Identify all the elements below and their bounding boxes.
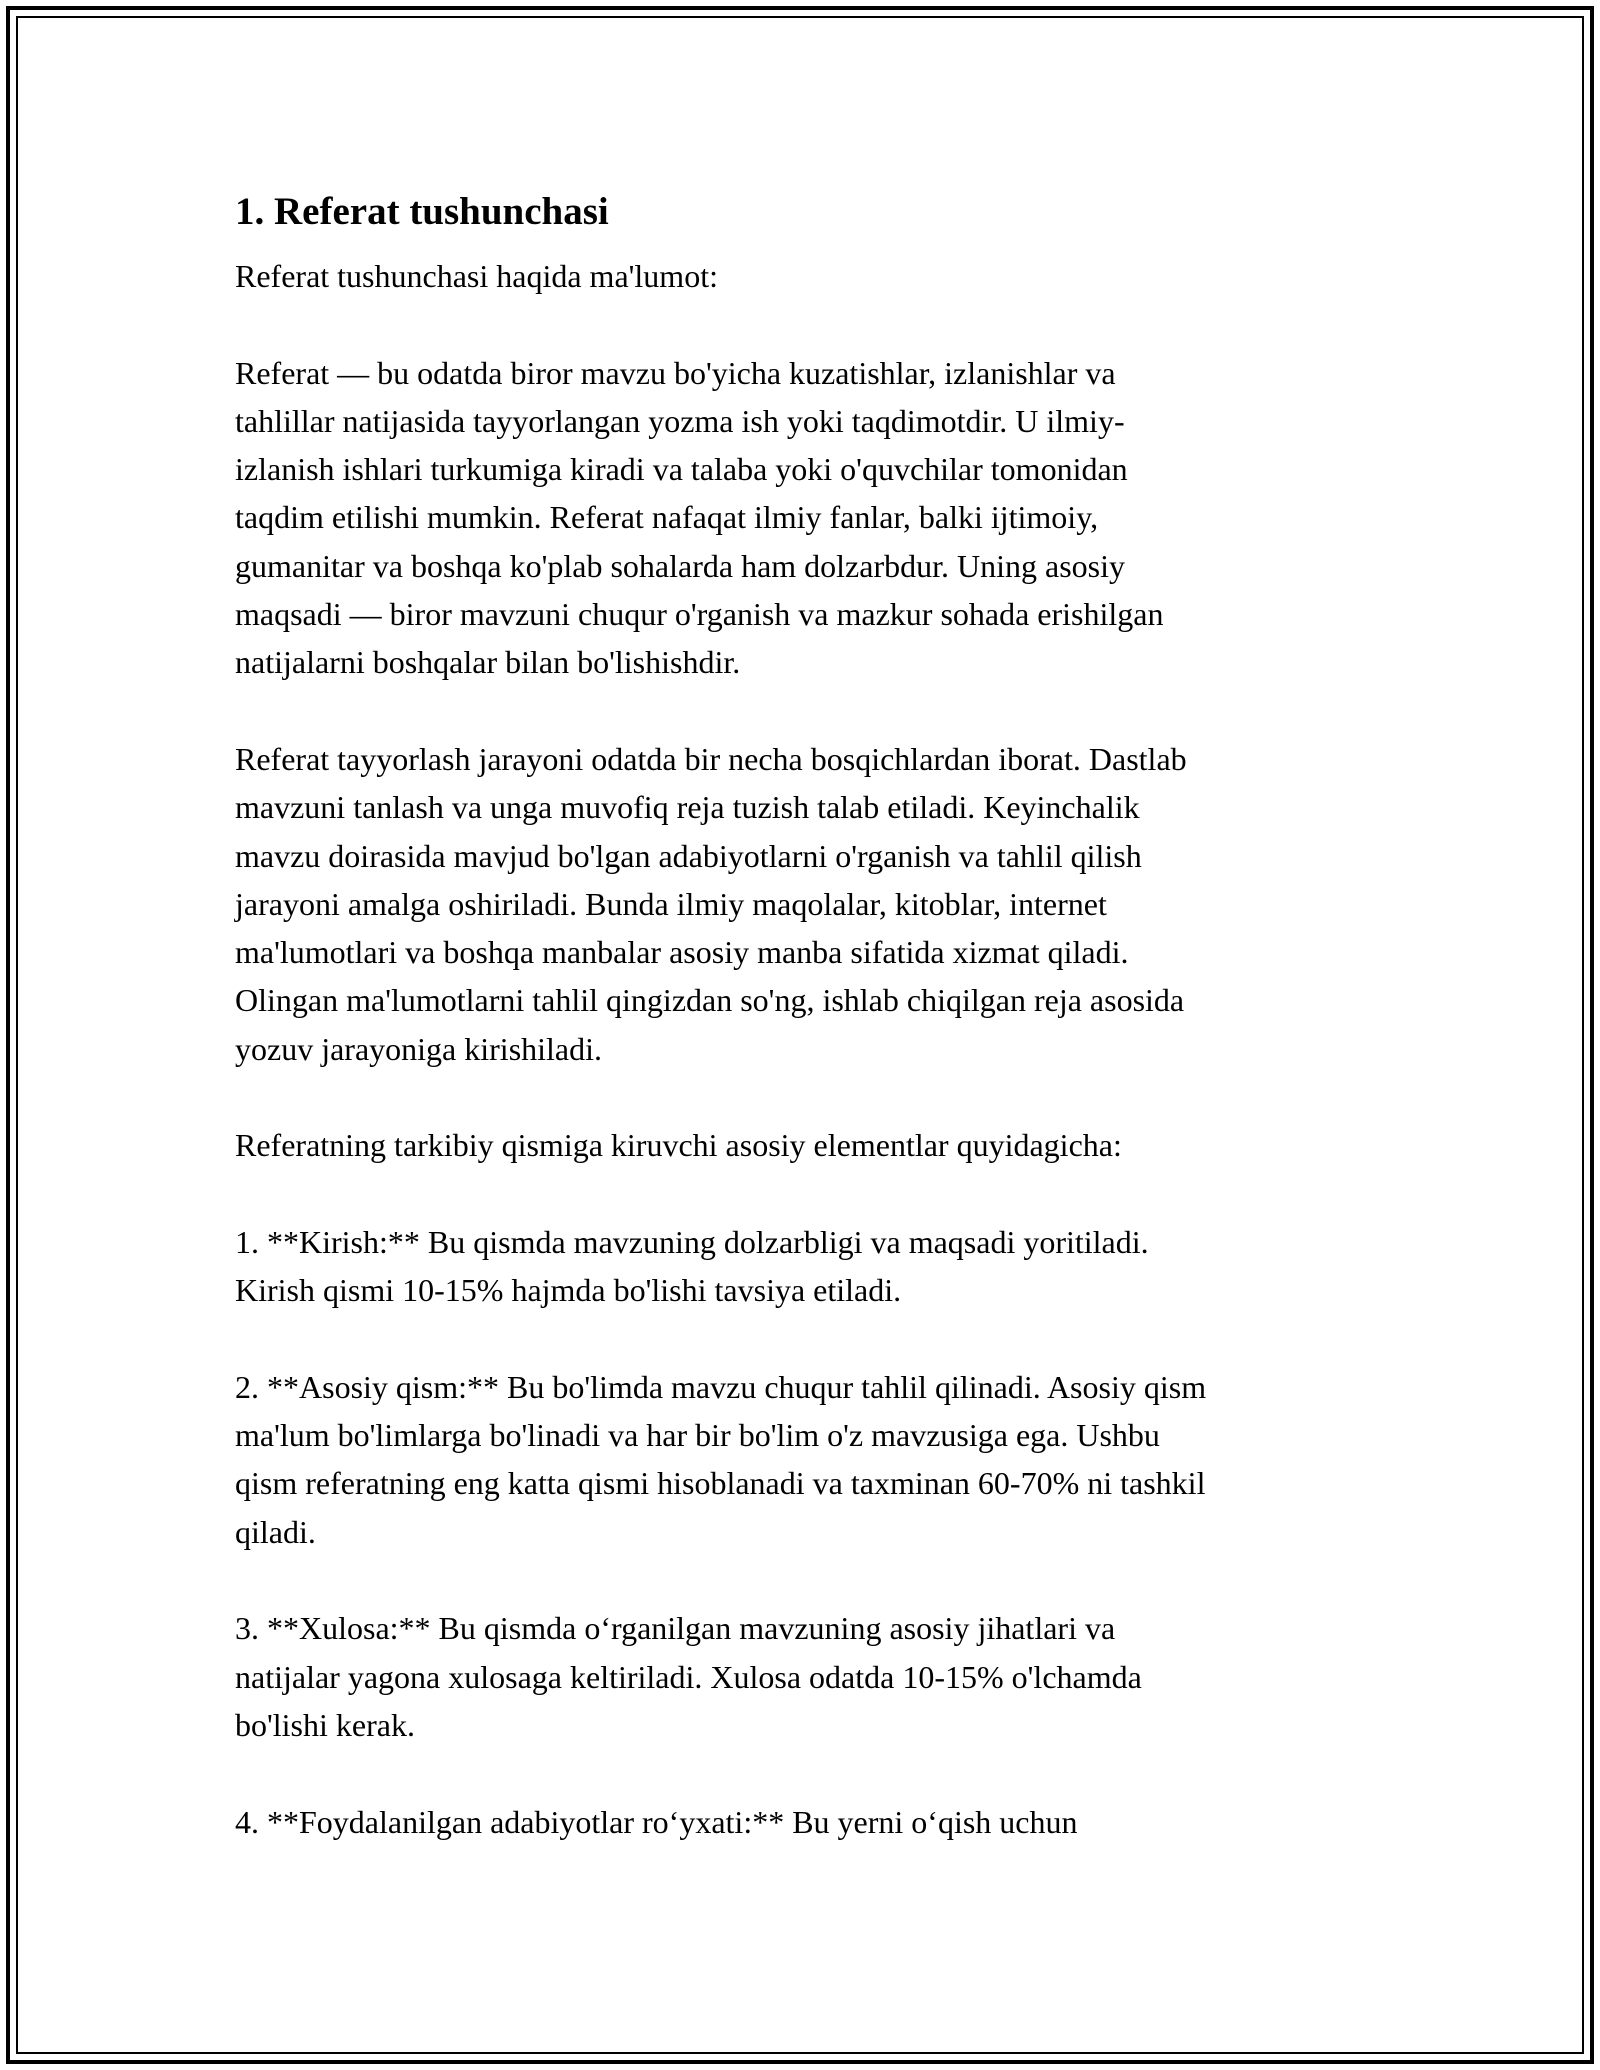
process-paragraph: Referat tayyorlash jarayoni odatda bir necha bosqichlardan iborat. Dastlab mavzuni tanlash va unga muvofiq reja tuzish talab etiladi. Keyinchalik mavzu doirasida mavjud bo'lgan adabiyotlarni o'rganish va tahlil qilish jarayoni amalga oshiriladi. Bunda ilmiy maqolalar, kitoblar, internet ma'lumotlari va boshqa manbalar asosiy manba sifatida xizmat qiladi. Olingan ma'lumotlarni tahlil qingizdan so'ng, ishlab chiqilgan reja asosida yozuv jarayoniga kirishiladi. (235, 740, 1187, 1067)
list-item-introduction: 1. **Kirish:** Bu qismda mavzuning dolzarbligi va maqsadi yoritiladi. Kirish qismi 10-15% hajmda bo'lishi tavsiya etiladi. (235, 1223, 1149, 1309)
list-item-references: 4. **Foydalanilgan adabiyotlar roʻyxati:** Bu yerni oʻqish uchun (235, 1803, 1078, 1840)
structure-intro-paragraph: Referatning tarkibiy qismiga kiruvchi asosiy elementlar quyidagicha: (235, 1127, 1122, 1164)
list-item-main-part: 2. **Asosiy qism:** Bu bo'limda mavzu chuqur tahlil qilinadi. Asosiy qism ma'lum bo'limlarga bo'linadi va har bir bo'lim o'z mavzusiga ega. Ushbu qism referatning eng katta qismi hisoblanadi va taxminan 60-70% ni tashkil qiladi. (235, 1368, 1207, 1550)
definition-paragraph: Referat — bu odatda biror mavzu bo'yicha kuzatishlar, izlanishlar va tahlillar natijasida tayyorlangan yozma ish yoki taqdimotdir. U ilmiy- izlanish ishlari turkumiga kiradi va talaba yoki o'quvchilar tomonidan taqdim etilishi mumkin. Referat nafaqat ilmiy fanlar, balki ijtimoiy, gumanitar va boshqa ko'plab sohalarda ham dolzarbdur. Uning asosiy maqsadi — biror mavzuni chuqur o'rganish va mazkur sohada erishilgan natijalarni boshqalar bilan bo'lishishdir. (235, 354, 1164, 681)
list-item-conclusion: 3. **Xulosa:** Bu qismda oʻrganilgan mavzuning asosiy jihatlari va natijalar yagona xulosaga keltiriladi. Xulosa odatda 10-15% o'lchamda bo'lishi kerak. (235, 1610, 1142, 1743)
document-body (235, 184, 1370, 1846)
intro-paragraph: Referat tushunchasi haqida ma'lumot: (235, 258, 718, 294)
document-title: 1. Referat tushunchasi (235, 190, 609, 233)
